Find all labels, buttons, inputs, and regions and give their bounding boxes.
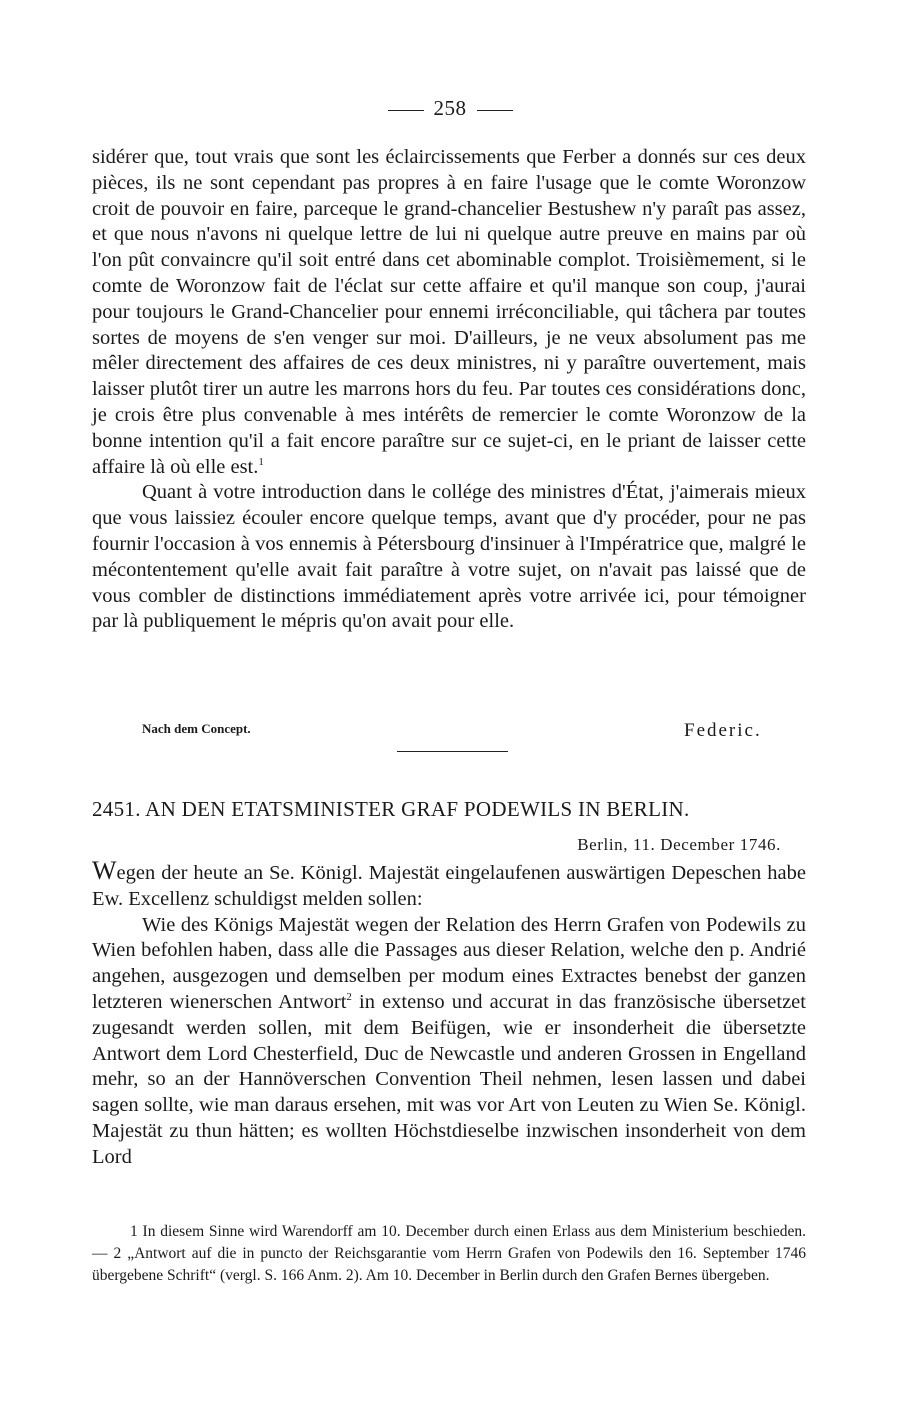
document-paragraph-text: egen der heute an Se. Königl. Majestät eingelaufenen auswärtigen Depeschen habe Ew. Excellenz schuldigst melden sollen: xyxy=(92,862,806,910)
footnote-marker: 2 xyxy=(346,991,352,1004)
footnotes xyxy=(92,1221,806,1287)
page-number xyxy=(0,96,900,121)
dateline: Berlin, 11. December 1746. xyxy=(577,835,781,854)
signature: Federic. xyxy=(684,720,762,741)
letter-paragraph-text: sidérer que, tout vrais que sont les éclaircissements que Ferber a donnés sur ces deux pièces, ils ne sont cependant pas propres à en faire l'usage que le comte Woronzow croit de pouvoir en faire, parceque le grand-chancelier Bestushew n'y paraît pas assez, et que nous n'avons ni quelque lettre de lui ni quelque autre preuve en mains par où l'on pût convaincre qu'il soit entré dans cet abominable complot. Troisièmement, si le comte de Woronzow fait de l'éclat sur cette affaire et qu'il manque son coup, j'aurai pour toujours le Grand-Chancelier pour ennemi irréconciliable, qui tâchera par toutes sortes de moyens de s'en venger sur moi. D'ailleurs, je ne veux absolument pas me mêler directement des affaires de ces deux ministres, ni y paraître ouvertement, mais laisser plutôt tirer un autre les marrons hors du feu. Par toutes ces considérations donc, je crois être plus convenable à mes intérêts de remercier le comte Woronzow de la bonne intention qu'il a fait encore paraître sur ce sujet-ci, en le priant de laisser cette affaire là où elle est. xyxy=(92,146,806,478)
page-number-value: 258 xyxy=(433,96,467,120)
document-paragraph xyxy=(92,858,806,913)
document-body xyxy=(92,858,806,1171)
page-number-dash-right xyxy=(477,110,513,111)
footnote-marker: 1 xyxy=(258,455,264,468)
letter-closing-text xyxy=(92,145,806,635)
source-note: Nach dem Concept. xyxy=(142,721,251,736)
letter-paragraph xyxy=(92,145,806,480)
document-paragraph-text: Wie des Königs Majestät wegen der Relation des Herrn Grafen von Podewils zu Wien befohlen haben, dass alle die Passages aus dieser Relation, welche den p. Andrié angehen, ausgezogen und demselben per modum eines Extractes benebst der ganzen letzteren wienerschen Antwort xyxy=(92,913,806,1013)
letter-paragraph: Quant à votre introduction dans le collége des ministres d'État, j'aimerais mieux que vous laissiez écouler encore quelque temps, avant que d'y procéder, pour ne pas fournir l'occasion à vos ennemis à Pétersbourg d'insinuer à l'Impératrice que, malgré le mécontentement qu'elle avait fait paraître à votre sujet, on n'avait pas laissé que de vous combler de distinctions immédiatement après votre arrivée ici, pour témoigner par là publiquement le mépris qu'on avait pour elle. xyxy=(92,481,806,633)
document-paragraph-text: in extenso und accurat in das französische übersetzet zugesandt werden sollen, mit dem Beifügen, wie er insonderheit die übersetzte Antwort dem Lord Chesterfield, Duc de Newcastle und anderen Grossen in Engelland mehr, so an der Hannöverschen Convention Theil nehmen, lesen lassen und dabei sagen sollte, wie man daraus ersehen, mit was vor Art von Leuten zu Wien Se. Königl. Majestät zu thun hätten; es wollten Höchstdieselbe inzwischen insonderheit von dem Lord xyxy=(92,990,806,1168)
document-paragraph xyxy=(92,913,806,1171)
drop-capital: W xyxy=(92,856,117,885)
document-heading: 2451. AN DEN ETATSMINISTER GRAF PODEWILS IN BERLIN. xyxy=(92,797,690,821)
section-divider xyxy=(397,751,508,752)
footnote: 1 In diesem Sinne wird Warendorff am 10. December durch einen Erlass aus dem Ministerium beschieden. — 2 „Antwort auf die in puncto der Reichsgarantie vom Herrn Grafen von Podewils den 16. September 1746 übergebene Schrift“ (vergl. S. 166 Anm. 2). Am 10. December in Berlin durch den Grafen Bernes übergeben. xyxy=(92,1223,806,1284)
page-number-dash-left xyxy=(388,110,424,111)
